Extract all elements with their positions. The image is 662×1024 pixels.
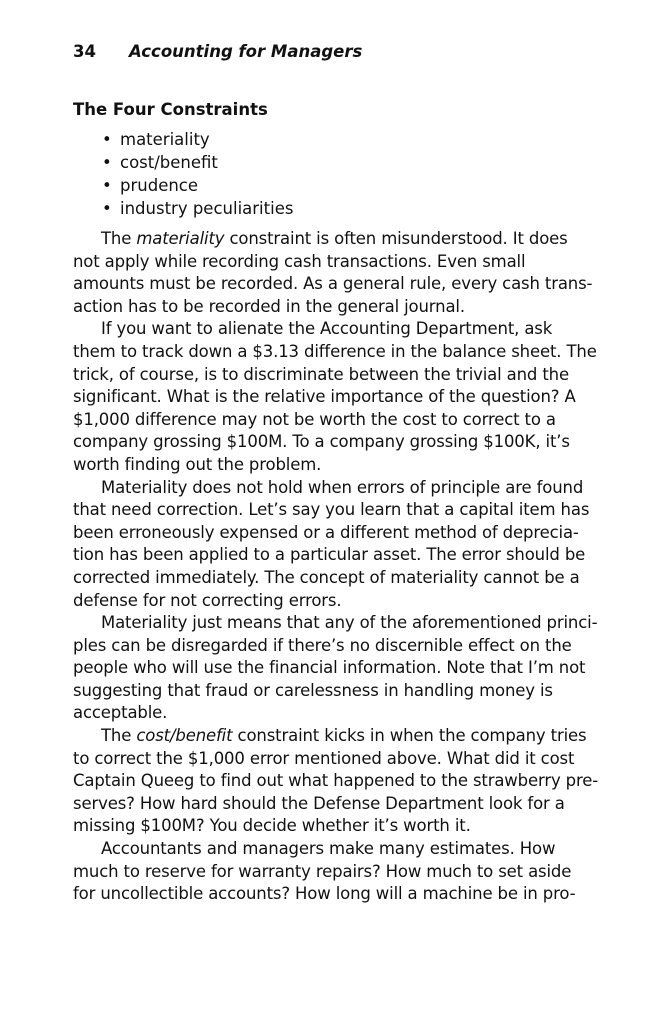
list-item: • industry peculiarities [102,197,293,220]
text-line: suggesting that fraud or carelessness in handling money is [73,680,553,700]
text-line: ples can be disregarded if there’s no discernible effect on the [73,635,572,655]
text-line: Materiality does not hold when errors of principle are found [101,477,584,497]
text-line: trick, of course, is to discriminate between the trivial and the [73,364,569,384]
section-title: The Four Constraints [73,100,268,119]
text-line: been erroneously expensed or a different method of deprecia- [73,522,579,542]
book-title: Accounting for Managers [129,42,363,61]
body-text [73,228,599,906]
list-item: • materiality [102,128,293,151]
text-line: that need correction. Let’s say you learn that a capital item has [73,500,590,520]
text-line [73,228,593,251]
text-line: worth finding out the problem. [73,454,322,474]
text-line: If you want to alienate the Accounting Department, ask [101,319,553,339]
text-line: Captain Queeg to find out what happened to the strawberry pre- [73,771,599,791]
text-line: amounts must be recorded. As a general rule, every cash trans- [73,274,593,294]
text-line: much to reserve for warranty repairs? How much to set aside [73,861,572,881]
text-line: serves? How hard should the Defense Department look for a [73,793,565,813]
text-segment: constraint kicks in when the company tries [232,726,587,746]
page-number: 34 [73,42,96,61]
text-line: $1,000 difference may not be worth the cost to correct to a [73,409,556,429]
text-segment: The [101,229,137,248]
text-line: people who will use the financial information. Note that I’m not [73,658,586,678]
text-line: tion has been applied to a particular asset. The error should be [73,545,586,565]
text-line: corrected immediately. The concept of materiality cannot be a [73,567,580,587]
text-line: company grossing $100M. To a company grossing $100K, it’s [73,432,570,452]
text-line: them to track down a $3.13 difference in the balance sheet. The [73,341,597,361]
text-line: for uncollectible accounts? How long will a machine be in pro- [73,884,576,904]
text-line: defense for not correcting errors. [73,590,342,610]
emphasized-term: cost/benefit [136,726,233,746]
text-line: acceptable. [73,703,168,723]
running-header [73,42,362,61]
text-line: significant. What is the relative importance of the question? A [73,387,576,407]
constraints-list [102,128,293,220]
text-line: action has to be recorded in the general journal. [73,296,465,316]
text-segment: The [101,726,137,746]
text-line [73,725,593,748]
list-item: • cost/benefit [102,151,293,174]
emphasized-term: materiality [136,229,225,248]
text-line: to correct the $1,000 error mentioned above. What did it cost [73,748,575,768]
text-line: Accountants and managers make many estimates. How [101,839,556,859]
text-segment: constraint is often misunderstood. It does [224,229,568,248]
text-line: missing $100M? You decide whether it’s worth it. [73,816,471,836]
list-item: • prudence [102,174,293,197]
text-line: not apply while recording cash transactions. Even small [73,251,526,271]
text-line: Materiality just means that any of the aforementioned princi- [101,613,598,633]
